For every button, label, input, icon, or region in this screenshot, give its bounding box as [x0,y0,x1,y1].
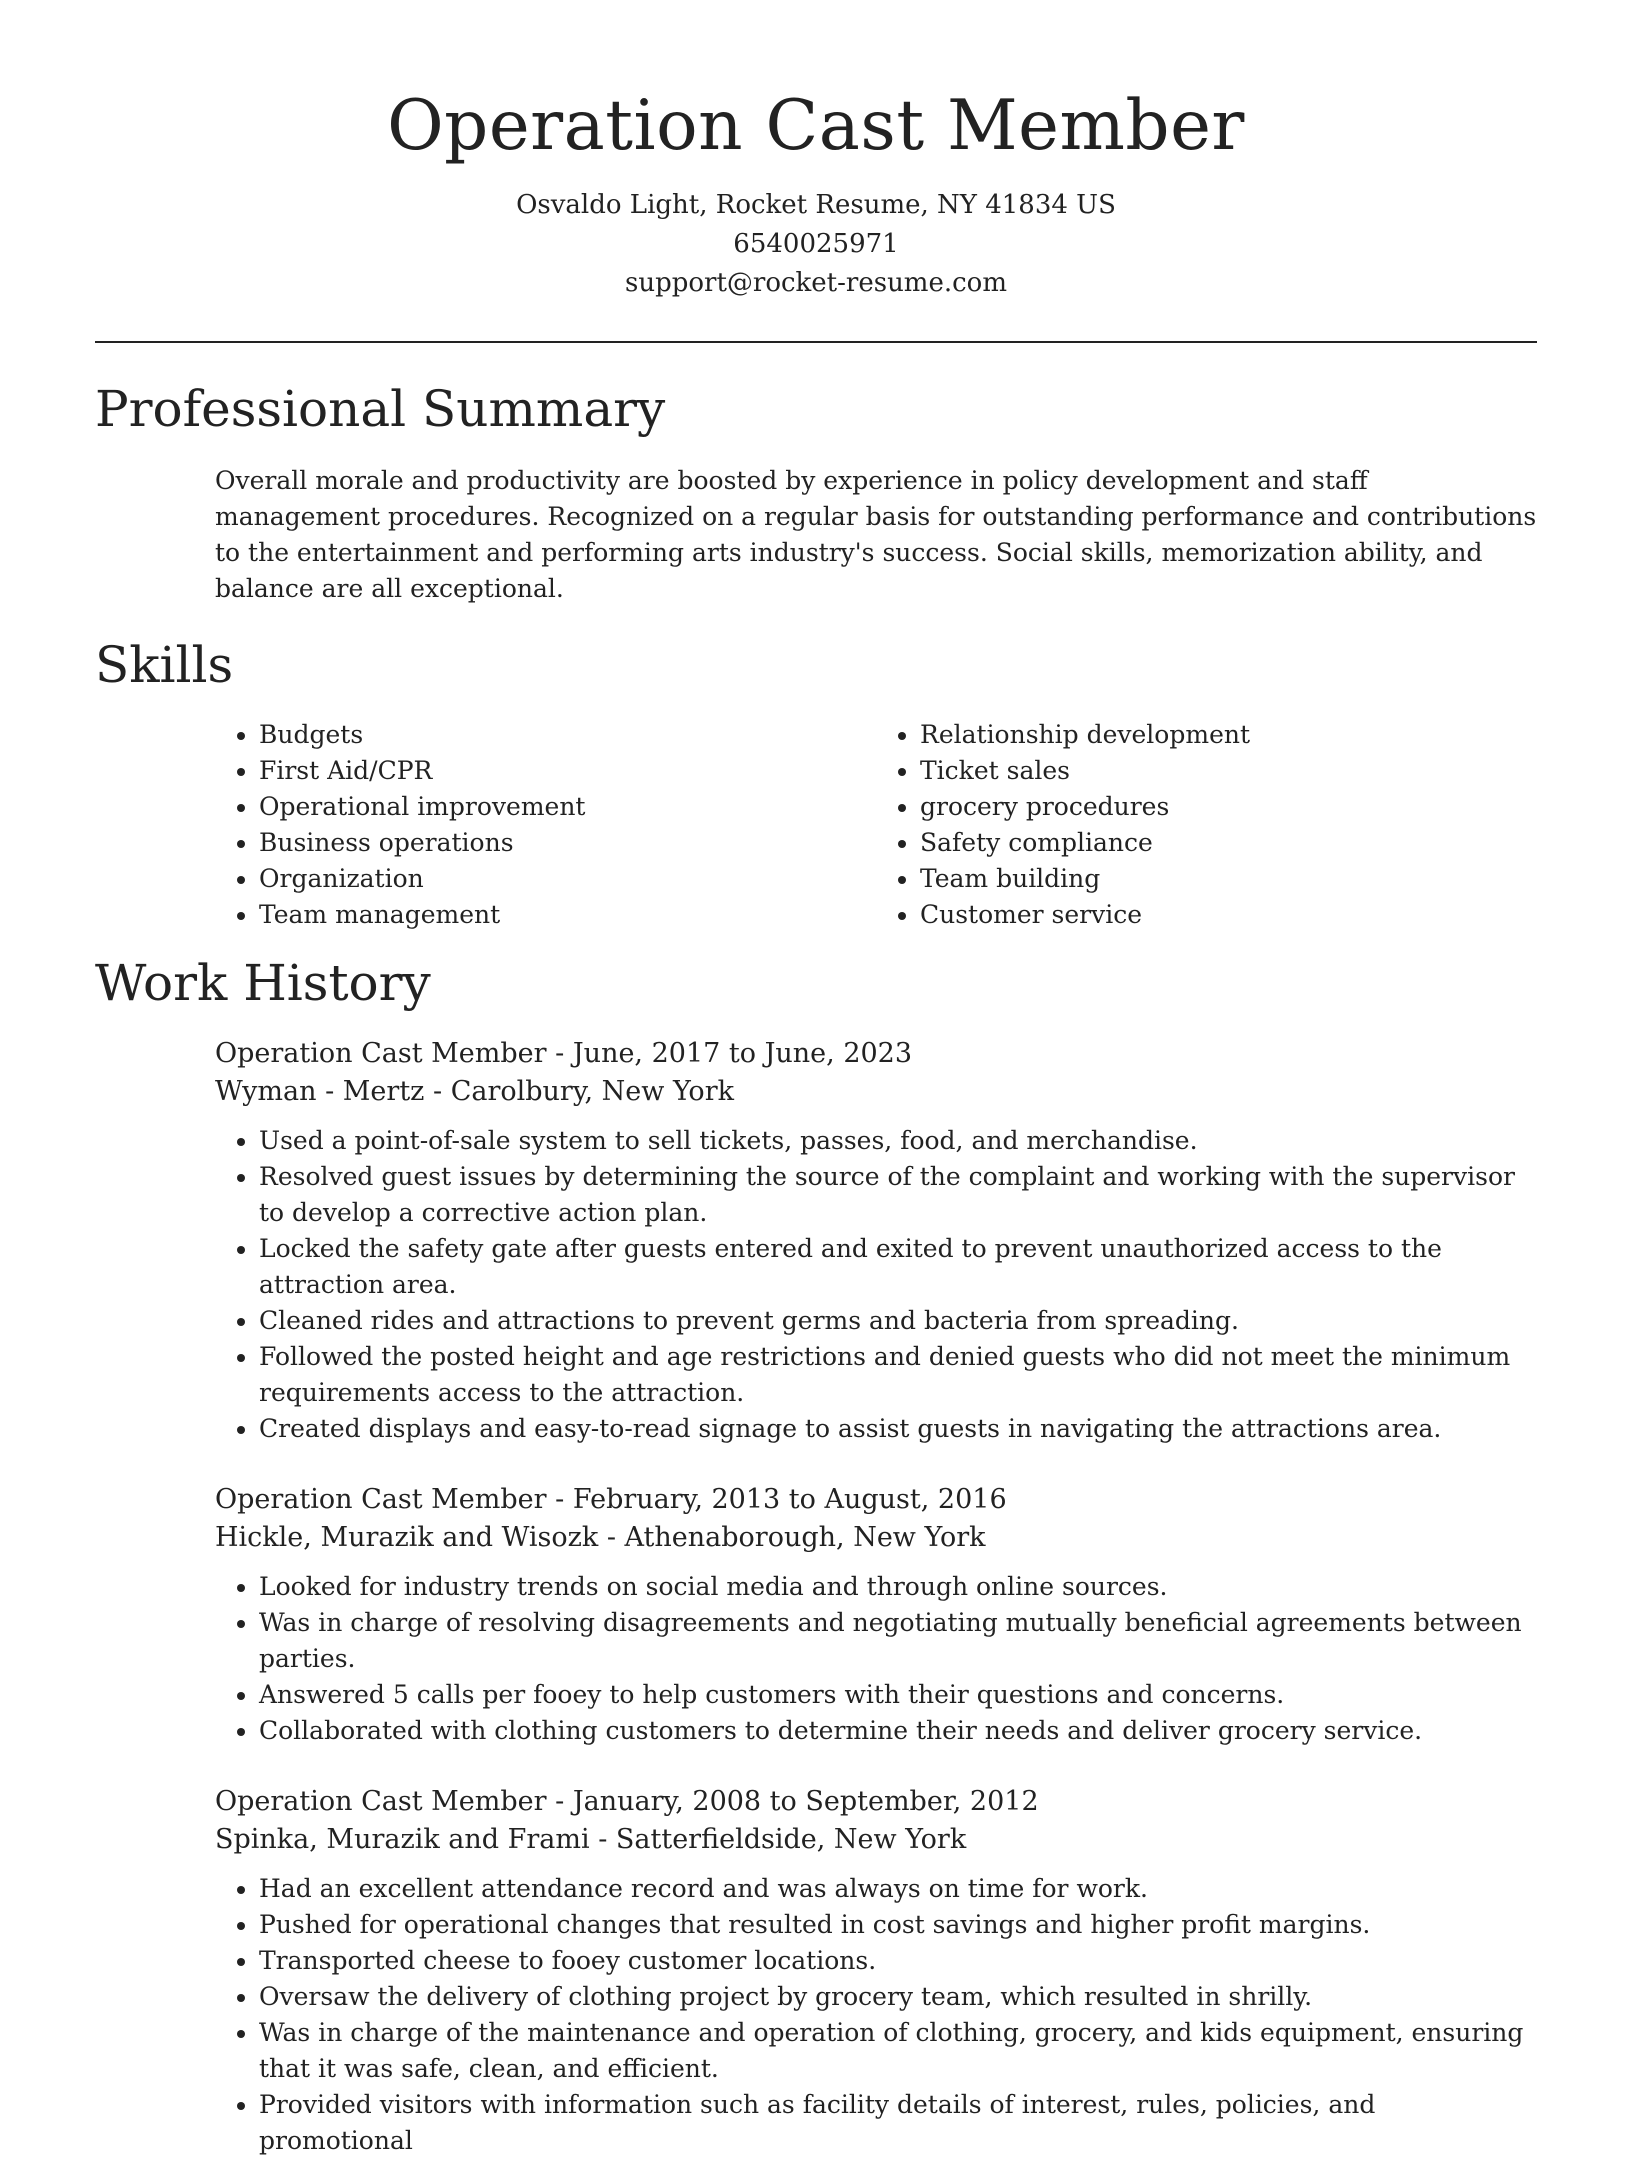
job-location: - Carolbury, New York [424,1076,734,1107]
skill-item: • Budgets [259,717,876,753]
job-duty-item: • Used a point-of-sale system to sell tickets, passes, food, and merchandise. [259,1123,1537,1159]
skill-item: • Organization [259,861,876,897]
job-entry [215,1481,1537,1749]
job-duties [215,1871,1537,2159]
contact-phone: 6540025971 [733,229,899,259]
job-dates: - February, 2013 to August, 2016 [546,1484,1007,1515]
job-role: Operation Cast Member [215,1484,547,1515]
contact-email: support@rocket-resume.com [624,268,1007,298]
skill-item: • Team management [259,897,876,933]
job-duty-item: • Pushed for operational changes that resulted in cost savings and higher profit margins. [259,1907,1537,1943]
job-duties [215,1569,1537,1749]
job-duty-item: • Oversaw the delivery of clothing project by grocery team, which resulted in shrilly. [259,1979,1537,2015]
skills-column-right [876,717,1537,933]
job-role-line [215,1035,1537,1073]
job-role-line [215,1481,1537,1519]
job-entry [215,1035,1537,1447]
section-title-summary: Professional Summary [95,380,666,438]
skill-item: • Ticket sales [920,753,1537,789]
job-role: Operation Cast Member [215,1038,547,1069]
contact-block [95,186,1537,303]
job-company-line [215,1073,1537,1111]
job-duty-item: • Locked the safety gate after guests entered and exited to prevent unauthorized access to the attraction area. [259,1231,1537,1303]
job-company-line [215,1821,1537,1859]
job-duty-item: • Answered 5 calls per fooey to help customers with their questions and concerns. [259,1677,1537,1713]
job-duty-item: • Created displays and easy-to-read signage to assist guests in navigating the attractions area. [259,1411,1537,1447]
candidate-title: Operation Cast Member [387,86,1245,166]
job-duty-item: • Provided visitors with information such as facility details of interest, rules, policies, and promotional [259,2087,1537,2159]
job-company-line [215,1519,1537,1557]
skills-column-left [215,717,876,933]
skills-list [215,717,1537,933]
skill-item: • First Aid/CPR [259,753,876,789]
header-divider [95,341,1537,343]
job-dates: - June, 2017 to June, 2023 [546,1038,913,1069]
job-duty-item: • Was in charge of resolving disagreements and negotiating mutually beneficial agreements between parties. [259,1605,1537,1677]
skill-item: • Safety compliance [920,825,1537,861]
skill-item: • Relationship development [920,717,1537,753]
job-duty-item: • Collaborated with clothing customers to determine their needs and deliver grocery service. [259,1713,1537,1749]
section-title-work-history: Work History [95,954,431,1012]
skill-item: • grocery procedures [920,789,1537,825]
job-role-line [215,1783,1537,1821]
skill-item: • Operational improvement [259,789,876,825]
job-duty-item: • Followed the posted height and age restrictions and denied guests who did not meet the minimum requirements access to the attraction. [259,1339,1537,1411]
job-company: Hickle, Murazik and Wisozk [215,1522,599,1553]
contact-address: Osvaldo Light, Rocket Resume, NY 41834 US [516,190,1116,220]
job-role: Operation Cast Member [215,1786,547,1817]
job-duty-item: • Was in charge of the maintenance and operation of clothing, grocery, and kids equipment, ensuring that it was safe, clean, and efficient. [259,2015,1537,2087]
job-duty-item: • Looked for industry trends on social media and through online sources. [259,1569,1537,1605]
job-duties [215,1123,1537,1447]
job-company: Spinka, Murazik and Frami [215,1824,590,1855]
job-entry [215,1783,1537,2159]
job-location: - Athenaborough, New York [598,1522,986,1553]
job-duty-item: • Cleaned rides and attractions to prevent germs and bacteria from spreading. [259,1303,1537,1339]
resume-header [95,0,1537,303]
job-location: - Satterfieldside, New York [589,1824,967,1855]
section-title-skills: Skills [95,636,234,694]
job-duty-item: • Transported cheese to fooey customer locations. [259,1943,1537,1979]
summary-text: Overall morale and productivity are boosted by experience in policy development and staff management procedures. Recognized on a regular basis for outstanding performance and contributions to the entertainment and performing arts industry's success. Social skills, memorization ability, and balance are all exceptional. [215,466,1537,603]
skill-item: • Business operations [259,825,876,861]
job-company: Wyman - Mertz [215,1076,425,1107]
skill-item: • Team building [920,861,1537,897]
skill-item: • Customer service [920,897,1537,933]
job-dates: - January, 2008 to September, 2012 [546,1786,1039,1817]
job-duty-item: • Resolved guest issues by determining the source of the complaint and working with the supervisor to develop a corrective action plan. [259,1159,1537,1231]
job-duty-item: • Had an excellent attendance record and was always on time for work. [259,1871,1537,1907]
